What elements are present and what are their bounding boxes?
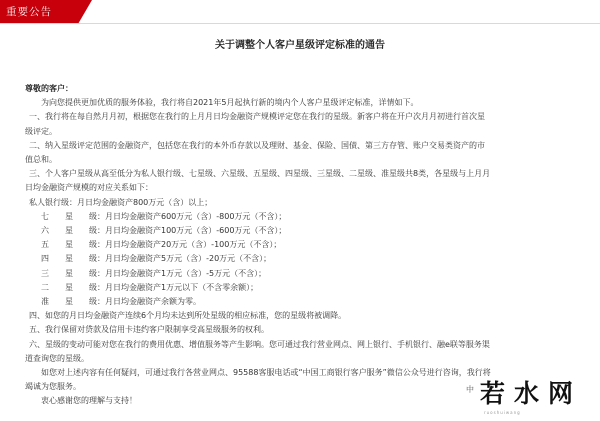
contact-line-1: 如您对上述内容有任何疑问，可通过我行各营业网点、95588客服电话或“中国工商银行客户服务”微信公众号进行咨询，我行将 xyxy=(41,368,491,378)
item-3-line-1: 三、个人客户星级从高至低分为私人银行级、七星级、六星级、五星级、四星级、三星级、二星级、准星级共8类，各星级与上月月 xyxy=(29,169,491,179)
watermark-brand: 若水网 xyxy=(480,379,583,408)
tier-quasi-star: 准 星 级：月日均金融资产余额为零。 xyxy=(41,297,201,307)
item-6-line-2: 道查询您的星级。 xyxy=(25,353,89,363)
thanks-line: 衷心感谢您的理解与支持！ xyxy=(41,396,137,406)
tier-six-star: 六 星 级：月日均金融资产100万元（含）-600万元（不含）； xyxy=(41,226,287,236)
watermark-prefix: 中 xyxy=(466,385,474,394)
item-3-line-2: 日均金融资产规模的对应关系如下： xyxy=(25,183,153,193)
greeting: 尊敬的客户： xyxy=(25,84,73,93)
item-4: 四、如您的月日均金融资产连续6个月均未达到所处星级的相应标准，您的星级将被调降。 xyxy=(29,311,347,321)
item-2-line-2: 值总和。 xyxy=(25,155,57,165)
watermark-sub: ruoshuiwang xyxy=(484,410,521,415)
header-tab xyxy=(0,0,78,24)
tier-five-star: 五 星 级：月日均金融资产20万元（含）-100万元（不含）； xyxy=(41,240,282,250)
item-2-line-1: 二、纳入星级评定范围的金融资产，包括您在我行的本外币存款以及理财、基金、保险、国债、第三方存管、账户交易类资产的市 xyxy=(29,140,485,150)
tier-seven-star: 七 星 级：月日均金融资产600万元（含）-800万元（不含）； xyxy=(41,211,287,221)
tier-private-banking: 私人银行级：月日均金融资产800万元（含）以上； xyxy=(29,197,213,207)
document-body xyxy=(25,82,583,409)
item-6-line-1: 六、星级的变动可能对您在我行的费用优惠、增值服务等产生影响。您可通过我行营业网点、网上银行、手机银行、融e联等服务渠 xyxy=(29,339,490,349)
tier-four-star: 四 星 级：月日均金融资产5万元（含）-20万元（不含）； xyxy=(41,254,272,264)
item-1-line-2: 级评定。 xyxy=(25,126,57,136)
item-1-line-1: 一、我行将在每自然月月初，根据您在我行的上月月日均金融资产规模评定您在我行的星级。新客户将在开户次月月初进行首次星 xyxy=(29,112,485,122)
tier-three-star: 三 星 级：月日均金融资产1万元（含）-5万元（不含）； xyxy=(41,268,267,278)
header-divider xyxy=(0,23,600,24)
tier-two-star: 二 星 级：月日均金融资产1万元以下（不含零余额）； xyxy=(41,282,259,292)
document-title: 关于调整个人客户星级评定标准的通告 xyxy=(215,40,385,51)
announcement-header xyxy=(0,0,600,24)
intro-paragraph: 为向您提供更加优质的服务体验，我行将自2021年5月起执行新的境内个人客户星级评定标准，详情如下。 xyxy=(41,98,419,108)
watermark xyxy=(466,381,596,421)
header-title: 重要公告 xyxy=(6,6,52,18)
item-5: 五、我行保留对贷款及信用卡违约客户限制享受高星级服务的权利。 xyxy=(29,325,269,335)
contact-line-2: 竭诚为您服务。 xyxy=(25,382,81,392)
